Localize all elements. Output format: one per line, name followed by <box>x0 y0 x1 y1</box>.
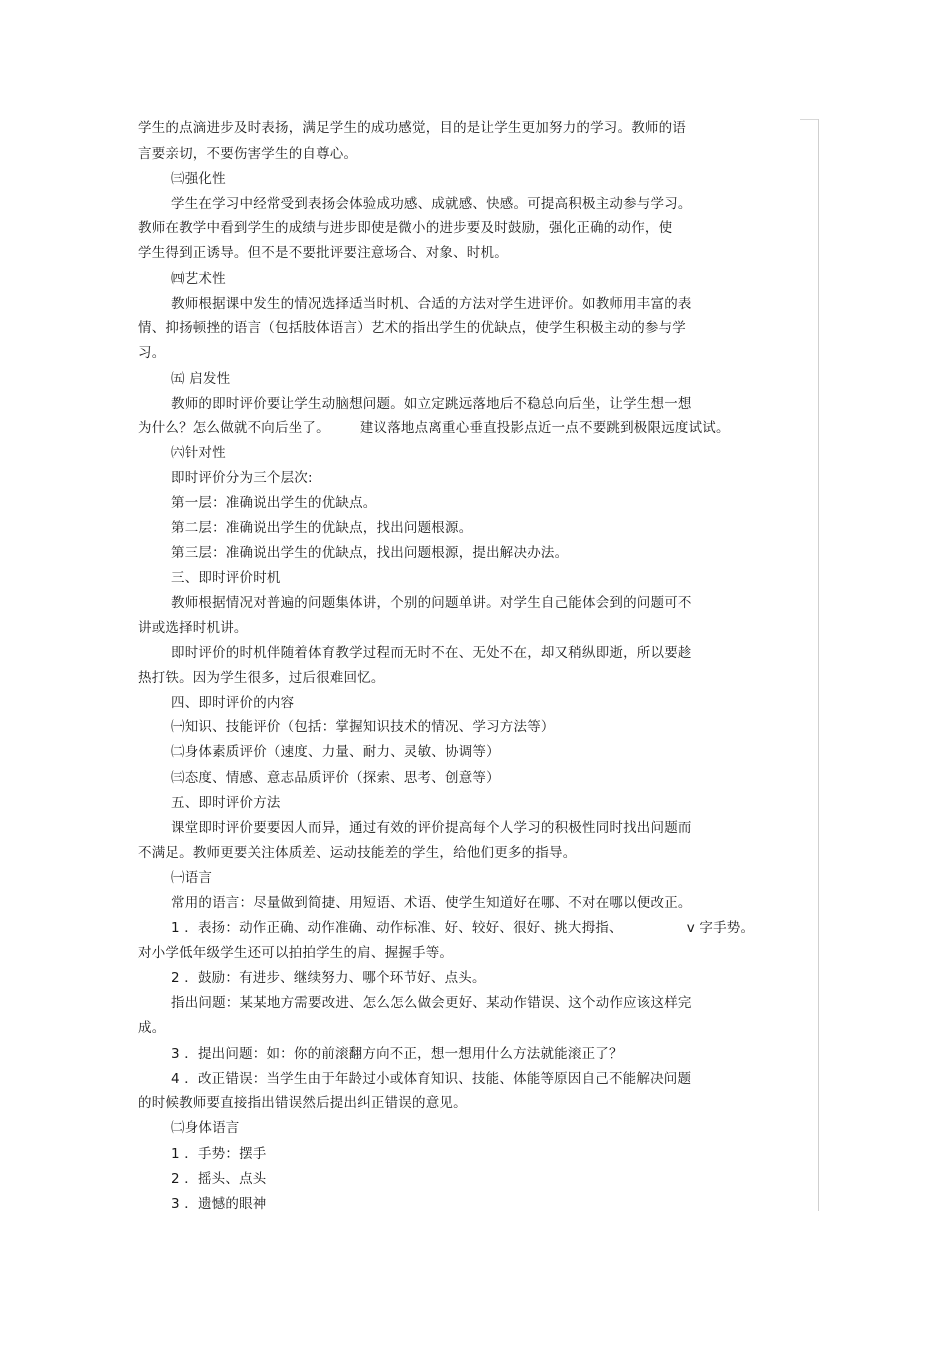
section-heading: ㈤ 启发性 <box>171 371 231 387</box>
text-line: 不满足。教师更要关注体质差、运动技能差的学生，给他们更多的指导。 <box>138 845 577 861</box>
list-item: 4 ．改正错误：当学生由于年龄过小或体育知识、技能、体能等原因自己不能解决问题 <box>171 1071 692 1087</box>
section-heading: ㈡身体语言 <box>171 1120 240 1136</box>
text-line: 情、抑扬顿挫的语言（包括肢体语言）艺术的指出学生的优缺点，使学生积极主动的参与学 <box>138 320 686 336</box>
section-heading: ㈣艺术性 <box>171 271 226 287</box>
text-line: 即时评价的时机伴随着体育教学过程而无时不在、无处不在，却又稍纵即逝，所以要趁 <box>171 645 692 661</box>
list-item: 2 ．摇头、点头 <box>171 1171 267 1187</box>
text-line <box>138 419 730 437</box>
page-border-right <box>818 119 819 1211</box>
section-heading: ㈠语言 <box>171 870 213 886</box>
section-heading: 四、即时评价的内容 <box>171 695 295 711</box>
list-item: 第二层：准确说出学生的优缺点，找出问题根源。 <box>171 520 473 536</box>
list-item: 2 ．鼓励：有进步、继续努力、哪个环节好、点头。 <box>171 970 486 986</box>
section-heading: 三、即时评价时机 <box>171 570 281 586</box>
text-line: 学生的点滴进步及时表扬，满足学生的成功感觉，目的是让学生更加努力的学习。教师的语 <box>138 120 686 136</box>
text-line: 常用的语言：尽量做到简捷、用短语、术语、使学生知道好在哪、不对在哪以便改正。 <box>171 895 692 911</box>
text-line: 指出问题：某某地方需要改进、怎么怎么做会更好、某动作错误、这个动作应该这样完 <box>171 995 692 1011</box>
text-line: 教师根据课中发生的情况选择适当时机、合适的方法对学生进评价。如教师用丰富的表 <box>171 296 692 312</box>
list-item: 3 ．提出问题：如：你的前滚翻方向不正，想一想用什么方法就能滚正了？ <box>171 1046 623 1062</box>
text-line: 对小学低年级学生还可以拍拍学生的肩、握握手等。 <box>138 945 454 961</box>
text-line: 成。 <box>138 1020 166 1036</box>
list-item: 第三层：准确说出学生的优缺点，找出问题根源，提出解决办法。 <box>171 545 569 561</box>
text-line: 的时候教师要直接指出错误然后提出纠正错误的意见。 <box>138 1095 467 1111</box>
text-line: 即时评价分为三个层次: <box>171 470 313 486</box>
section-heading: ㈥针对性 <box>171 445 226 461</box>
section-heading: 五、即时评价方法 <box>171 795 281 811</box>
text-line: 学生得到正诱导。但不是不要批评要注意场合、对象、时机。 <box>138 245 508 261</box>
text-line: 教师的即时评价要让学生动脑想问题。如立定跳远落地后不稳总向后坐，让学生想一想 <box>171 396 692 412</box>
text-segment: v 字手势。 <box>686 920 755 936</box>
text-line: 言要亲切，不要伤害学生的自尊心。 <box>138 146 358 162</box>
list-item: ㈠知识、技能评价（包括：掌握知识技术的情况、学习方法等） <box>171 719 555 735</box>
list-item: ㈢态度、情感、意志品质评价（探索、思考、创意等） <box>171 770 500 786</box>
text-line: 教师在教学中看到学生的成绩与进步即使是微小的进步要及时鼓励，强化正确的动作，使 <box>138 220 673 236</box>
text-line: 习。 <box>138 345 166 361</box>
text-segment: 1 ．表扬：动作正确、动作准确、动作标准、好、较好、很好、挑大拇指、 <box>171 920 623 936</box>
section-heading: ㈢强化性 <box>171 171 226 187</box>
text-line: 教师根据情况对普遍的问题集体讲，个别的问题单讲。对学生自己能体会到的问题可不 <box>171 595 692 611</box>
list-item: 3 ．遗憾的眼神 <box>171 1196 267 1212</box>
list-item: 1 ．手势：摆手 <box>171 1146 267 1162</box>
list-item: 第一层：准确说出学生的优缺点。 <box>171 495 377 511</box>
text-segment: 建议落地点离重心垂直投影点近一点不要跳到极限远度试试。 <box>359 420 730 436</box>
text-segment: 为什么？怎么做就不向后坐了。 <box>138 420 330 436</box>
text-line: 课堂即时评价要要因人而异，通过有效的评价提高每个人学习的积极性同时找出问题而 <box>171 820 692 836</box>
text-line: 学生在学习中经常受到表扬会体验成功感、成就感、快感。可提高积极主动参与学习。 <box>171 196 692 212</box>
text-line: 热打铁。因为学生很多，过后很难回忆。 <box>138 670 385 686</box>
text-line: 讲或选择时机讲。 <box>138 620 248 636</box>
list-item <box>171 919 754 937</box>
list-item: ㈡身体素质评价（速度、力量、耐力、灵敏、协调等） <box>171 744 500 760</box>
page-border-top <box>800 119 818 120</box>
